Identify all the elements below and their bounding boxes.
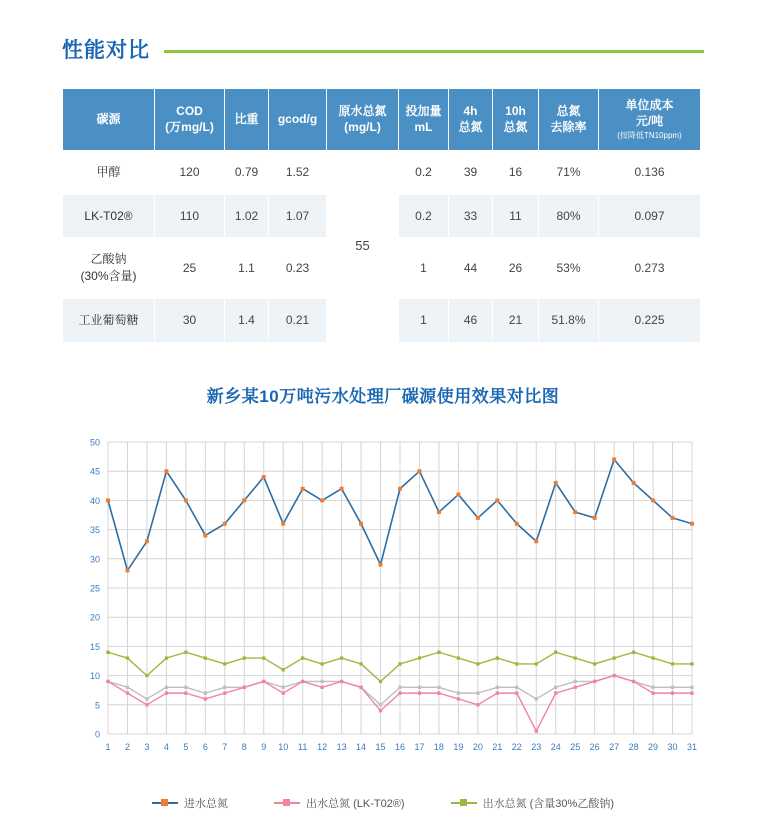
series-marker	[496, 686, 499, 689]
x-axis-tick-label: 17	[414, 742, 425, 752]
cell-gcod: 1.07	[269, 194, 327, 238]
series-marker	[632, 481, 636, 485]
cell-cod: 120	[155, 150, 225, 194]
y-axis-tick-label: 5	[94, 700, 100, 711]
series-marker	[223, 691, 226, 694]
series-marker	[593, 680, 596, 683]
cell-removal-rate: 51.8%	[539, 298, 599, 342]
cell-unit-cost: 0.097	[599, 194, 701, 238]
cell-dose: 0.2	[399, 194, 449, 238]
series-marker	[359, 522, 363, 526]
series-marker	[340, 487, 344, 491]
series-marker	[106, 651, 109, 654]
col-header-carbon-source: 碳源	[63, 89, 155, 151]
series-marker	[379, 703, 382, 706]
series-marker	[417, 469, 421, 473]
series-marker	[418, 691, 421, 694]
x-axis-tick-label: 16	[394, 742, 406, 752]
series-marker	[418, 656, 421, 659]
series-marker	[515, 686, 518, 689]
cell-gcod: 0.23	[269, 238, 327, 299]
series-marker	[106, 498, 110, 502]
series-marker	[671, 516, 675, 520]
series-marker	[359, 662, 362, 665]
series-marker	[165, 656, 168, 659]
cell-tn-10h: 21	[493, 298, 539, 342]
col-header-unit-cost: 单位成本 元/吨 (按降低TN10ppm)	[599, 89, 701, 151]
col-header-tn-4h: 4h 总氮	[449, 89, 493, 151]
x-axis-tick-label: 4	[163, 742, 169, 752]
series-marker	[574, 656, 577, 659]
y-axis-tick-label: 10	[89, 671, 100, 682]
cell-dose: 1	[399, 298, 449, 342]
col-header-cod: COD (万mg/L)	[155, 89, 225, 151]
x-axis-tick-label: 8	[241, 742, 247, 752]
x-axis-tick-label: 19	[453, 742, 464, 752]
legend-swatch-icon	[152, 802, 178, 804]
x-axis-tick-label: 6	[202, 742, 208, 752]
series-marker	[535, 697, 538, 700]
series-marker	[164, 469, 168, 473]
y-axis-tick-label: 35	[89, 525, 100, 536]
series-marker	[671, 691, 674, 694]
series-marker	[243, 686, 246, 689]
cell-tn-4h: 44	[449, 238, 493, 299]
cell-cod: 30	[155, 298, 225, 342]
series-marker	[145, 703, 148, 706]
series-marker	[612, 458, 616, 462]
series-marker	[184, 691, 187, 694]
series-marker	[282, 686, 285, 689]
cell-density: 1.1	[225, 238, 269, 299]
cell-density: 1.4	[225, 298, 269, 342]
series-marker	[476, 691, 479, 694]
series-marker	[554, 691, 557, 694]
series-marker	[320, 498, 324, 502]
cell-carbon-source: LK-T02®	[63, 194, 155, 238]
cell-cod: 25	[155, 238, 225, 299]
x-axis-tick-label: 20	[472, 742, 483, 752]
series-marker	[320, 662, 323, 665]
series-marker	[437, 510, 441, 514]
cell-unit-cost: 0.136	[599, 150, 701, 194]
col-header-removal-rate: 总氮 去除率	[539, 89, 599, 151]
series-marker	[145, 697, 148, 700]
series-marker	[612, 656, 615, 659]
series-marker	[126, 691, 129, 694]
x-axis-tick-label: 7	[222, 742, 228, 752]
series-marker	[593, 662, 596, 665]
series-marker	[651, 686, 654, 689]
cell-cod: 110	[155, 194, 225, 238]
y-axis-tick-label: 40	[89, 495, 100, 506]
series-marker	[535, 729, 538, 732]
x-axis-tick-label: 31	[686, 742, 698, 752]
x-axis-tick-label: 25	[570, 742, 581, 752]
series-marker	[320, 680, 323, 683]
cell-density: 1.02	[225, 194, 269, 238]
cell-gcod: 1.52	[269, 150, 327, 194]
cell-removal-rate: 80%	[539, 194, 599, 238]
series-marker	[359, 686, 362, 689]
series-marker	[223, 522, 227, 526]
series-marker	[282, 691, 285, 694]
series-marker	[554, 686, 557, 689]
series-marker	[690, 686, 693, 689]
series-marker	[398, 487, 402, 491]
col-header-tn-10h: 10h 总氮	[493, 89, 539, 151]
series-marker	[457, 656, 460, 659]
cell-removal-rate: 71%	[539, 150, 599, 194]
cell-carbon-source: 甲醇	[63, 150, 155, 194]
series-marker	[242, 498, 246, 502]
cell-raw-tn: 55	[327, 150, 399, 342]
legend-swatch-icon	[274, 802, 300, 804]
series-marker	[398, 662, 401, 665]
series-marker	[106, 680, 109, 683]
cell-gcod: 0.21	[269, 298, 327, 342]
x-axis-tick-label: 26	[589, 742, 600, 752]
legend-label: 出水总氮 (含量30%乙酸钠)	[482, 798, 614, 810]
series-marker	[651, 691, 654, 694]
series-marker	[204, 656, 207, 659]
x-axis-tick-label: 11	[297, 742, 308, 752]
table-header-row	[63, 89, 701, 151]
series-marker	[398, 691, 401, 694]
cell-carbon-source: 工业葡萄糖	[63, 298, 155, 342]
cell-unit-cost: 0.273	[599, 238, 701, 299]
series-marker	[301, 487, 305, 491]
x-axis-tick-label: 1	[105, 742, 111, 752]
legend-marker-icon	[460, 799, 467, 806]
series-marker	[379, 680, 382, 683]
series-marker	[301, 656, 304, 659]
x-axis-tick-label: 29	[648, 742, 659, 752]
series-marker	[126, 656, 129, 659]
legend-marker-icon	[161, 799, 168, 806]
series-marker	[651, 656, 654, 659]
series-marker	[651, 498, 655, 502]
cell-tn-4h: 39	[449, 150, 493, 194]
series-marker	[184, 651, 187, 654]
x-axis-tick-label: 12	[317, 742, 328, 752]
series-marker	[554, 481, 558, 485]
y-axis-tick-label: 20	[89, 612, 100, 623]
series-marker	[495, 498, 499, 502]
cell-unit-cost: 0.225	[599, 298, 701, 342]
series-marker	[418, 686, 421, 689]
x-axis-tick-label: 14	[356, 742, 367, 752]
x-axis-tick-label: 10	[278, 742, 289, 752]
series-marker	[554, 651, 557, 654]
series-marker	[126, 686, 129, 689]
series-marker	[496, 691, 499, 694]
series-marker	[457, 697, 460, 700]
y-axis-tick-label: 50	[89, 437, 100, 448]
performance-table-wrapper	[62, 88, 700, 343]
series-marker	[437, 686, 440, 689]
legend-marker-icon	[283, 799, 290, 806]
legend-swatch-icon	[451, 802, 477, 804]
series-marker	[243, 656, 246, 659]
series-marker	[574, 680, 577, 683]
y-axis-tick-label: 25	[89, 583, 100, 594]
series-marker	[301, 680, 304, 683]
cell-removal-rate: 53%	[539, 238, 599, 299]
x-axis-tick-label: 18	[433, 742, 444, 752]
x-axis-tick-label: 30	[667, 742, 678, 752]
cell-tn-10h: 16	[493, 150, 539, 194]
col-header-gcod: gcod/g	[269, 89, 327, 151]
series-marker	[437, 651, 440, 654]
cell-dose: 1	[399, 238, 449, 299]
series-marker	[457, 691, 460, 694]
series-marker	[437, 691, 440, 694]
series-marker	[573, 510, 577, 514]
series-marker	[496, 656, 499, 659]
series-marker	[204, 697, 207, 700]
legend-item[interactable]	[152, 795, 228, 811]
x-axis-tick-label: 15	[375, 742, 386, 752]
series-marker	[515, 522, 519, 526]
legend-item[interactable]	[451, 795, 614, 811]
section-header	[62, 34, 704, 64]
series-marker	[145, 674, 148, 677]
y-axis-tick-label: 45	[89, 466, 100, 477]
cell-density: 0.79	[225, 150, 269, 194]
series-marker	[671, 662, 674, 665]
series-marker	[593, 516, 597, 520]
series-marker	[165, 691, 168, 694]
series-marker	[671, 686, 674, 689]
cell-tn-10h: 11	[493, 194, 539, 238]
x-axis-tick-label: 23	[531, 742, 542, 752]
series-marker	[262, 656, 265, 659]
cell-tn-4h: 33	[449, 194, 493, 238]
series-marker	[612, 674, 615, 677]
x-axis-tick-label: 3	[144, 742, 150, 752]
series-marker	[515, 662, 518, 665]
series-marker	[476, 516, 480, 520]
x-axis-tick-label: 27	[609, 742, 620, 752]
series-marker	[145, 539, 149, 543]
x-axis-tick-label: 24	[550, 742, 561, 752]
col-header-density: 比重	[225, 89, 269, 151]
x-axis-tick-label: 28	[628, 742, 639, 752]
y-axis-tick-label: 30	[89, 554, 100, 565]
series-marker	[690, 522, 694, 526]
series-marker	[476, 703, 479, 706]
cell-tn-10h: 26	[493, 238, 539, 299]
series-marker	[203, 533, 207, 537]
series-marker	[535, 662, 538, 665]
series-marker	[204, 691, 207, 694]
series-marker	[379, 709, 382, 712]
cell-carbon-source: 乙酸钠 (30%含量)	[63, 238, 155, 299]
series-marker	[690, 662, 693, 665]
series-marker	[223, 662, 226, 665]
series-marker	[690, 691, 693, 694]
series-marker	[125, 568, 129, 572]
series-marker	[184, 686, 187, 689]
page-title: 性能对比	[62, 39, 150, 62]
line-chart	[62, 432, 704, 772]
series-marker	[632, 680, 635, 683]
y-axis-tick-label: 0	[94, 729, 100, 740]
chart-legend	[0, 795, 766, 811]
col-header-dose: 投加量 mL	[399, 89, 449, 151]
x-axis-tick-label: 22	[511, 742, 522, 752]
x-axis-tick-label: 21	[492, 742, 503, 752]
x-axis-tick-label: 13	[336, 742, 347, 752]
y-axis-tick-label: 15	[89, 641, 100, 652]
series-marker	[262, 680, 265, 683]
series-marker	[282, 668, 285, 671]
series-marker	[223, 686, 226, 689]
x-axis-tick-label: 9	[261, 742, 267, 752]
table-row	[63, 150, 701, 194]
series-marker	[184, 498, 188, 502]
series-marker	[476, 662, 479, 665]
x-axis-tick-label: 2	[124, 742, 130, 752]
series-marker	[534, 539, 538, 543]
series-marker	[340, 680, 343, 683]
x-axis-tick-label: 5	[183, 742, 189, 752]
series-marker	[456, 493, 460, 497]
series-marker	[281, 522, 285, 526]
series-marker	[320, 686, 323, 689]
series-marker	[632, 651, 635, 654]
series-marker	[574, 686, 577, 689]
chart-canvas	[62, 432, 704, 772]
chart-title: 新乡某10万吨污水处理厂碳源使用效果对比图	[206, 387, 560, 406]
series-marker	[379, 563, 383, 567]
legend-item[interactable]	[274, 795, 405, 811]
col-header-raw-tn: 原水总氮 (mg/L)	[327, 89, 399, 151]
header-divider	[164, 50, 704, 53]
series-marker	[515, 691, 518, 694]
series-marker	[398, 686, 401, 689]
legend-label: 进水总氮	[184, 798, 229, 810]
performance-table	[62, 88, 701, 343]
series-marker	[340, 656, 343, 659]
series-marker	[165, 686, 168, 689]
cell-dose: 0.2	[399, 150, 449, 194]
cell-tn-4h: 46	[449, 298, 493, 342]
legend-label: 出水总氮 (LK-T02®)	[306, 798, 405, 810]
series-marker	[262, 475, 266, 479]
